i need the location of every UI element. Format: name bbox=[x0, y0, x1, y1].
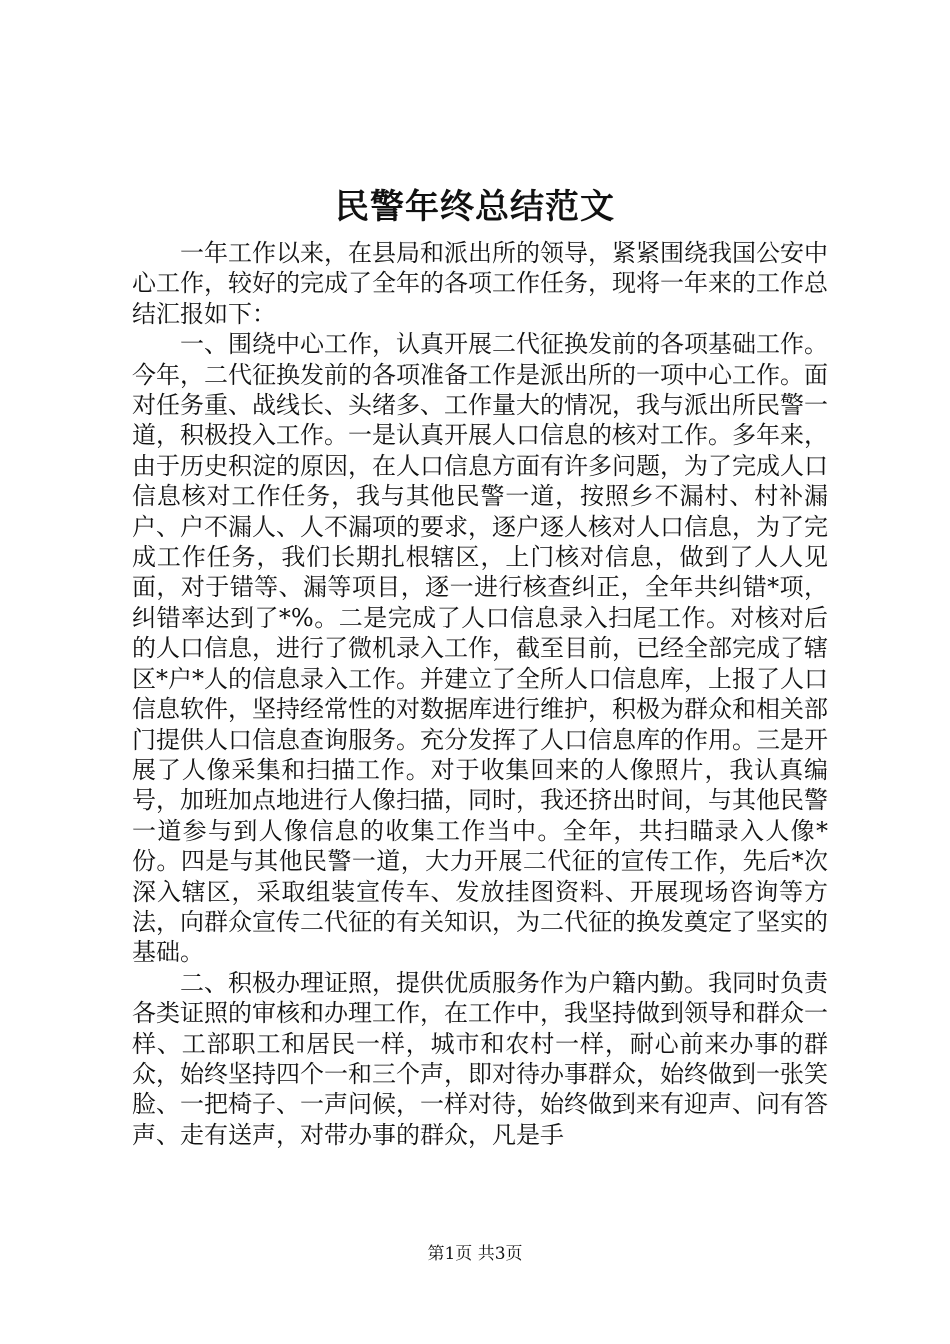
page-number-footer: 第1页 共3页 bbox=[427, 1244, 523, 1264]
paragraph-intro: 一年工作以来，在县局和派出所的领导，紧紧围绕我国公安中心工作，较好的完成了全年的各项工作任务，现将一年来的工作总结汇报如下： bbox=[132, 239, 828, 328]
paragraph-section-one: 一、围绕中心工作，认真开展二代征换发前的各项基础工作。今年，二代征换发前的各项准备工作是派出所的一项中心工作。面对任务重、战线长、头绪多、工作量大的情况，我与派出所民警一道，积极投入工作。一是认真开展人口信息的核对工作。多年来，由于历史积淀的原因，在人口信息方面有许多问题，为了完成人口信息核对工作任务，我与其他民警一道，按照乡不漏村、村补漏户、户不漏人、人不漏项的要求，逐户逐人核对人口信息，为了完成工作任务，我们长期扎根辖区，上门核对信息，做到了人人见面，对于错等、漏等项目，逐一进行核查纠正，全年共纠错*项，纠错率达到了*%。二是完成了人口信息录入扫尾工作。对核对后的人口信息，进行了微机录入工作，截至目前，已经全部完成了辖区*户*人的信息录入工作。并建立了全所人口信息库，上报了人口信息软件，坚持经常性的对数据库进行维护，积极为群众和相关部门提供人口信息查询服务。充分发挥了人口信息库的作用。三是开展了人像采集和扫描工作。对于收集回来的人像照片，我认真编号，加班加点地进行人像扫描，同时，我还挤出时间，与其他民警一道参与到人像信息的收集工作当中。全年，共扫瞄录入人像*份。四是与其他民警一道，大力开展二代征的宣传工作，先后*次深入辖区，采取组装宣传车、发放挂图资料、开展现场咨询等方法，向群众宣传二代征的有关知识，为二代征的换发奠定了坚实的基础。 bbox=[132, 330, 828, 967]
document-body bbox=[132, 238, 828, 1150]
paragraph-section-two: 二、积极办理证照，提供优质服务作为户籍内勤。我同时负责各类证照的审核和办理工作，在工作中，我坚持做到领导和群众一样、工部职工和居民一样，城市和农村一样，耐心前来办事的群众，始终坚持四个一和三个声，即对待办事群众，始终做到一张笑脸、一把椅子、一声问候，一样对待，始终做到来有迎声、问有答声、走有送声，对带办事的群众，凡是手 bbox=[132, 968, 828, 1149]
page-title: 民警年终总结范文 bbox=[335, 187, 615, 227]
